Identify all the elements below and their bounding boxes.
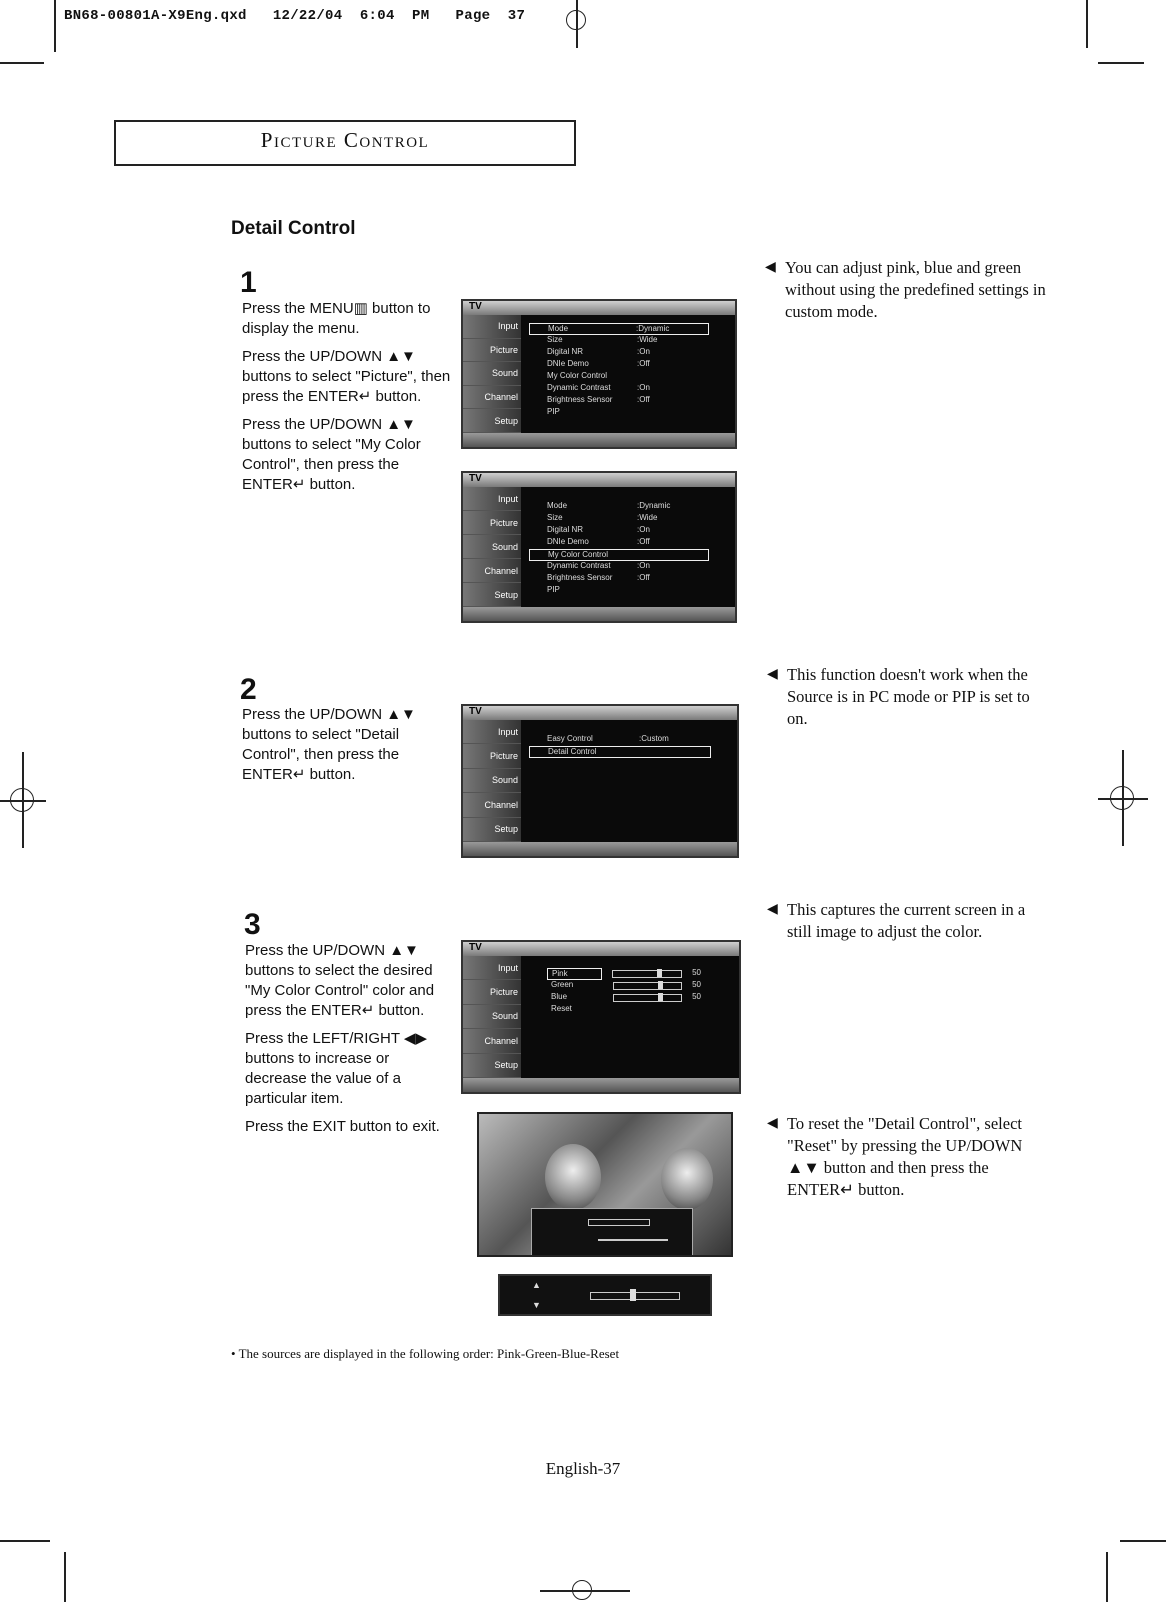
step-instructions [242,299,452,503]
step-paragraph: Press the UP/DOWN ▲▼ buttons to select "Picture", then press the ENTER↵ button. [242,348,451,405]
footnote: • The sources are displayed in the following order: Pink-Green-Blue-Reset [231,1346,620,1361]
step-note: ◀ This captures the current screen in a still image to adjust the color. [767,900,1026,941]
slider-handle [630,1289,636,1301]
tab-picture: Picture [463,511,521,535]
step-paragraph: Press the UP/DOWN ▲▼ buttons to select "My Color Control", then press the ENTER↵ button. [242,416,421,493]
crop-mark [576,0,578,48]
still-image-screenshot [477,1112,733,1257]
tab-setup: Setup [463,583,521,607]
tab-sound: Sound [463,362,521,386]
note-arrow-icon: ◀ [765,260,776,275]
tab-setup: Setup [463,818,521,842]
note-arrow-icon: ◀ [767,902,778,917]
slider-green [613,982,682,990]
menu-row: Pink 50 [529,968,713,980]
tab-picture: Picture [463,744,521,768]
menu-row: Detail Control [529,746,711,758]
menu-row: Brightness Sensor :Off [547,573,650,582]
step-instructions [242,705,452,793]
menu-row: Mode :Dynamic [529,323,709,335]
step-instructions [245,941,455,1145]
tv-label: TV [469,706,482,717]
step-note: ◀ You can adjust pink, blue and green without using the predefined settings in custom mode. [765,258,1046,321]
page-number: English-37 [545,1459,621,1478]
tab-sound: Sound [463,535,521,559]
menu-row: My Color Control [547,371,608,380]
step-note: ◀ This function doesn't work when the Source is in PC mode or PIP is set to on. [767,665,1030,728]
slider-bar-screenshot [498,1274,712,1316]
person-face-image [545,1144,601,1210]
step-paragraph: Press the UP/DOWN ▲▼ buttons to select the desired "My Color Control" color and press the ENTER↵ button. [245,942,435,1019]
step-number: 1 [240,266,257,299]
tv-label: TV [469,942,482,953]
color-adjust-overlay [531,1208,693,1257]
tab-setup: Setup [463,1054,521,1078]
menu-row: Blue 50 [551,992,701,1001]
reset-note: ◀ To reset the "Detail Control", select "Reset" by pressing the UP/DOWN ▲▼ button and then press the ENTER↵ button. [767,1114,1023,1199]
tv-label: TV [469,301,482,312]
menu-sidebar [463,487,521,607]
menu-sidebar [463,315,521,433]
tab-channel: Channel [463,1029,521,1053]
tab-input: Input [463,487,521,511]
tab-input: Input [463,720,521,744]
crop-mark [0,62,44,64]
tab-channel: Channel [463,793,521,817]
slider-blue [613,994,682,1002]
menu-row: Digital NR :On [547,347,650,356]
slider-pink [612,970,682,978]
step-paragraph: Press the UP/DOWN ▲▼ buttons to select "Detail Control", then press the ENTER↵ button. [242,706,416,783]
menu-list [529,734,711,758]
menu-row: Reset [551,1004,572,1013]
crop-mark [64,1552,66,1602]
section-title: Picture Control [260,128,430,152]
tab-setup: Setup [463,409,521,433]
step-paragraph: Press the MENU▥ button to display the menu. [242,300,431,337]
down-arrow-icon: ▼ [532,1300,541,1310]
step-paragraph: Press the EXIT button to exit. [245,1118,440,1135]
note-arrow-icon: ◀ [767,1116,778,1131]
step-number: 3 [244,908,261,941]
crop-mark [1106,1552,1108,1602]
tab-channel: Channel [463,559,521,583]
tab-input: Input [463,956,521,980]
menu-row: DNIe Demo :Off [547,359,650,368]
tab-channel: Channel [463,386,521,410]
menu-row: Digital NR :On [547,525,650,534]
menu-row: PIP [547,585,560,594]
crop-mark [54,0,56,52]
menu-row: Dynamic Contrast :On [547,561,650,570]
menu-row: Mode :Dynamic [547,501,671,510]
crop-mark [1120,1540,1166,1542]
menu-row: Brightness Sensor :Off [547,395,650,404]
subsection-title: Detail Control [231,218,356,239]
menu-screenshot-detail-control [461,704,739,858]
crop-mark [0,800,46,802]
menu-screenshot-picture [461,299,737,449]
menu-list [529,968,713,1016]
tab-picture: Picture [463,980,521,1004]
tab-input: Input [463,315,521,339]
menu-row: DNIe Demo :Off [547,537,650,546]
tab-picture: Picture [463,339,521,363]
note-arrow-icon: ◀ [767,667,778,682]
menu-row: Easy Control :Custom [547,734,669,743]
step-number: 2 [240,673,257,706]
tv-label: TV [469,473,482,484]
up-arrow-icon: ▲ [532,1280,541,1290]
crop-mark [1086,0,1088,48]
tab-sound: Sound [463,1005,521,1029]
tab-sound: Sound [463,769,521,793]
crop-mark [1098,62,1144,64]
menu-row: Size :Wide [547,335,658,344]
menu-row: Dynamic Contrast :On [547,383,650,392]
menu-row: Size :Wide [547,513,658,522]
menu-row: My Color Control [529,549,709,561]
menu-sidebar [463,720,521,842]
menu-row: Green 50 [551,980,701,989]
person-face-image [661,1148,713,1210]
menu-row: PIP [547,407,560,416]
menu-screenshot-my-color-control [461,471,737,623]
crop-mark [540,1590,630,1592]
crop-mark [1098,798,1148,800]
print-file-header: BN68-00801A-X9Eng.qxd 12/22/04 6:04 PM Page 37 [64,8,526,24]
step-paragraph: Press the LEFT/RIGHT ◀▶ buttons to increase or decrease the value of a particular item. [245,1030,427,1107]
menu-sidebar [463,956,521,1078]
menu-list [529,501,709,597]
crop-mark [0,1540,50,1542]
menu-screenshot-color-adjust [461,940,741,1094]
menu-list [529,323,709,419]
